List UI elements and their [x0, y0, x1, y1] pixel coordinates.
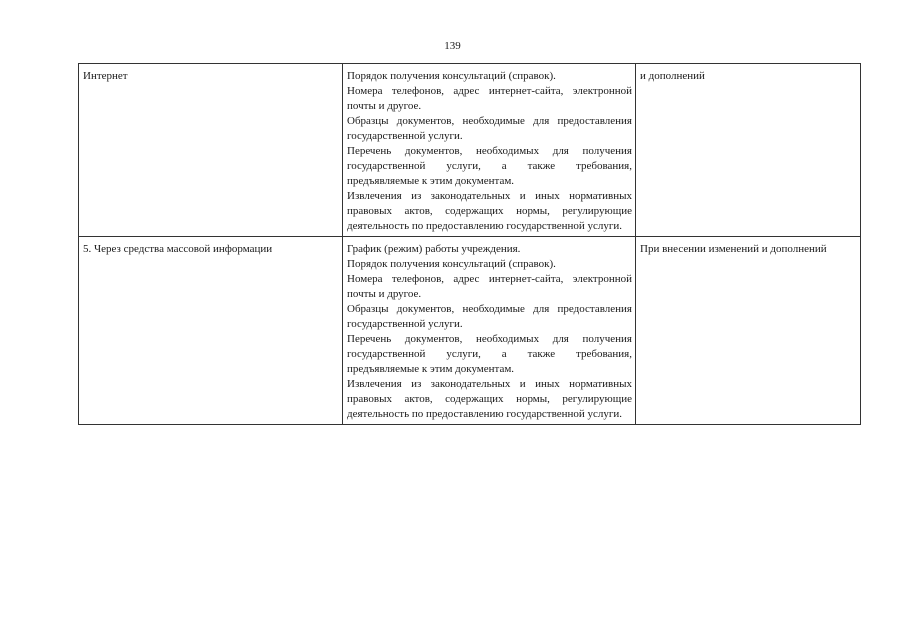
content-paragraph: Порядок получения консультаций (справок). [347, 258, 556, 270]
content-cell [343, 64, 636, 237]
content-cell [343, 237, 636, 425]
information-table [78, 63, 861, 425]
content-paragraph: Номера телефонов, адрес интернет-сайта, электронной почты и другое. [347, 273, 632, 300]
frequency-cell [636, 237, 861, 425]
frequency-text: При внесении изменений и дополнений [640, 243, 827, 255]
frequency-cell [636, 64, 861, 237]
page-number: 139 [444, 40, 461, 52]
channel-text: Интернет [83, 70, 128, 82]
table-row [79, 64, 861, 237]
content-paragraph: Порядок получения консультаций (справок). [347, 70, 556, 82]
content-paragraph: Извлечения из законодательных и иных нормативных правовых актов, содержащих нормы, регулирующие деятельность по предоставлению государственной услуги. [347, 378, 632, 420]
content-paragraph: Перечень документов, необходимых для получения государственной услуги, а также требования, предъявляемые к этим документам. [347, 333, 632, 375]
table-row [79, 237, 861, 425]
content-paragraph: Образцы документов, необходимые для предоставления государственной услуги. [347, 303, 632, 330]
frequency-text: и дополнений [640, 70, 705, 82]
content-paragraph: Образцы документов, необходимые для предоставления государственной услуги. [347, 115, 632, 142]
content-paragraph: Номера телефонов, адрес интернет-сайта, электронной почты и другое. [347, 85, 632, 112]
channel-cell [79, 64, 343, 237]
channel-text: 5. Через средства массовой информации [83, 243, 273, 255]
channel-cell [79, 237, 343, 425]
content-paragraph: Извлечения из законодательных и иных нормативных правовых актов, содержащих нормы, регулирующие деятельность по предоставлению государственной услуги. [347, 190, 632, 232]
content-paragraph: График (режим) работы учреждения. [347, 243, 521, 255]
content-paragraph: Перечень документов, необходимых для получения государственной услуги, а также требования, предъявляемые к этим документам. [347, 145, 632, 187]
